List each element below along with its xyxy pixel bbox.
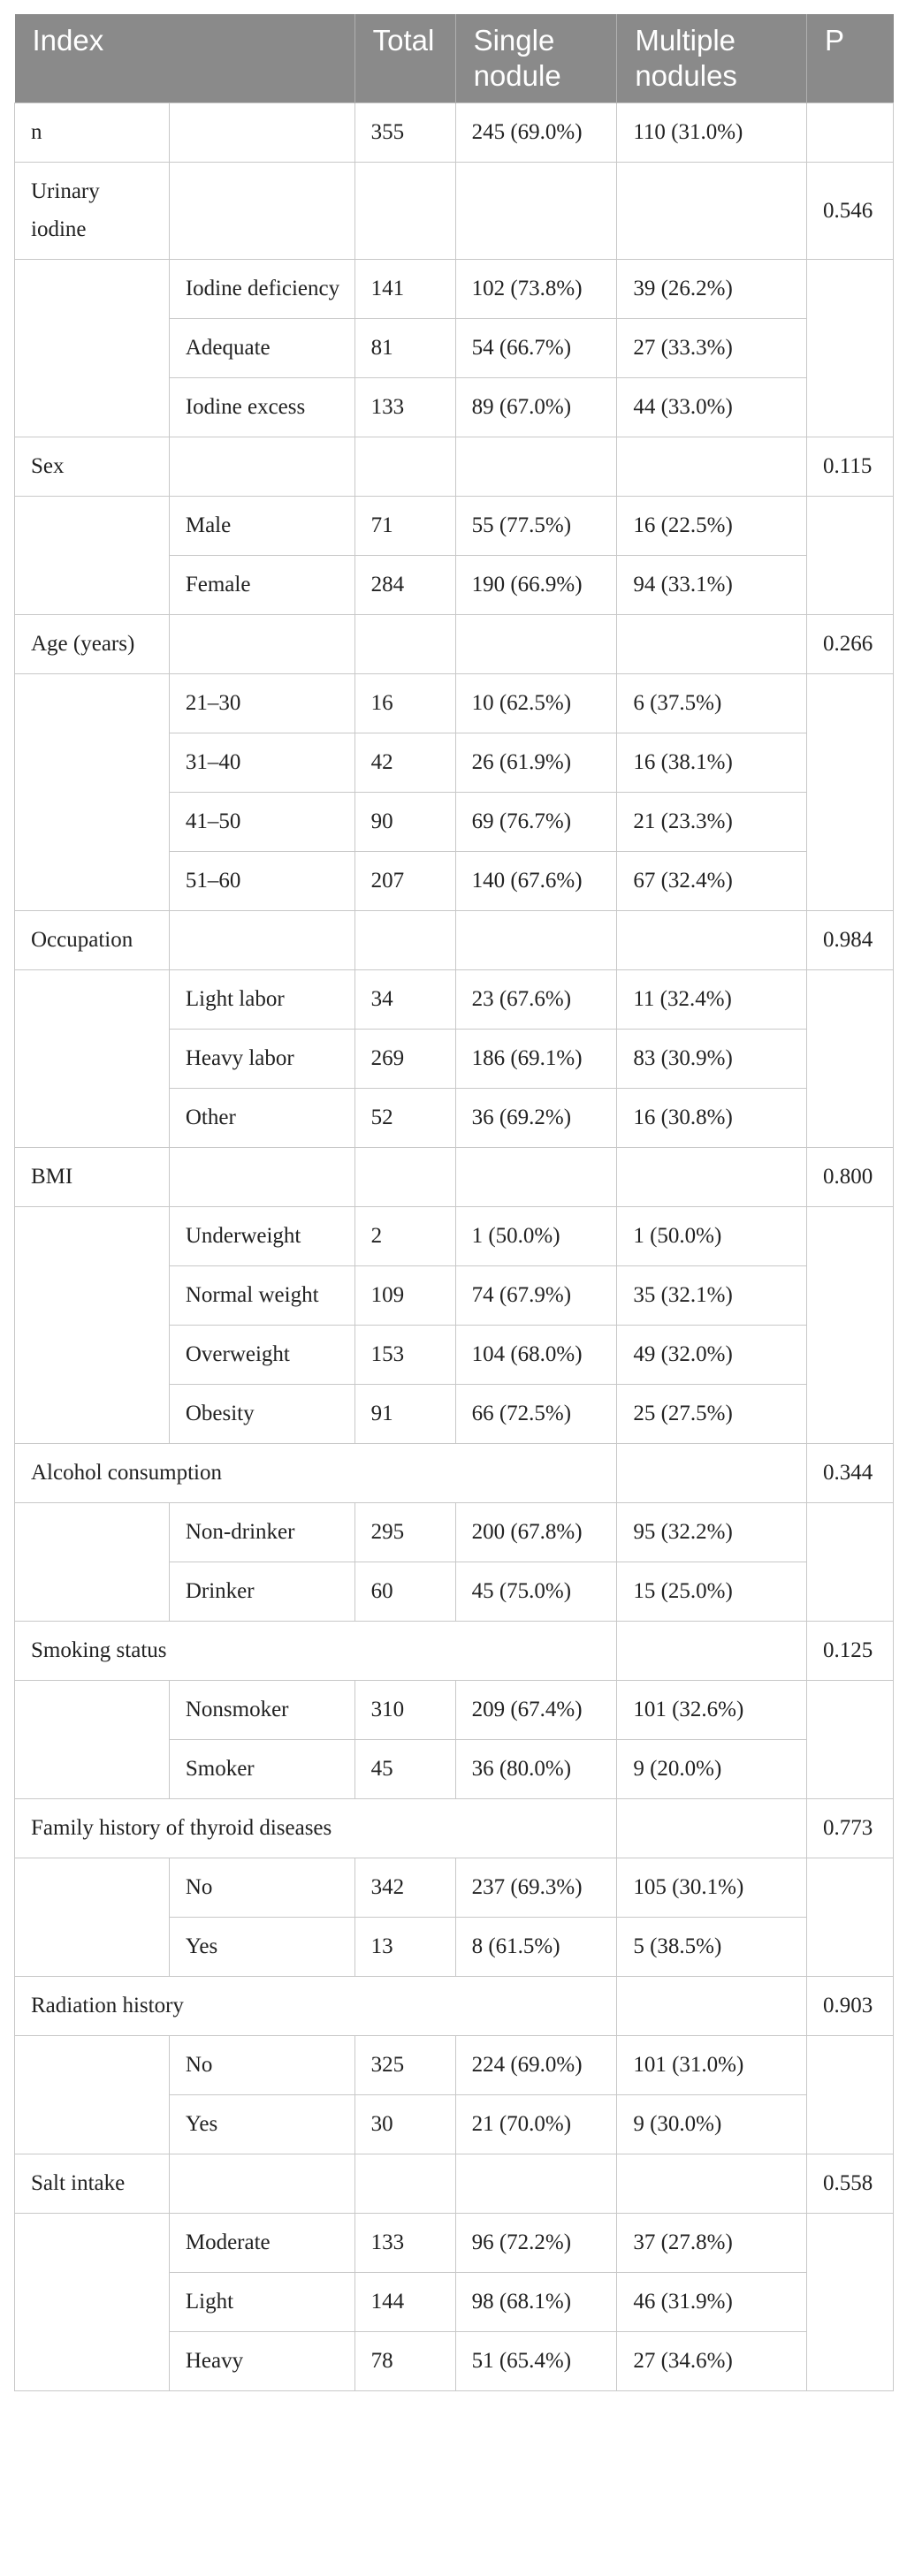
table-row-n [15, 103, 894, 163]
row-single: 140 (67.6%) [455, 852, 617, 911]
nodule-characteristics-table [14, 14, 894, 2391]
row-single: 45 (75.0%) [455, 1562, 617, 1622]
row-multiple: 67 (32.4%) [617, 852, 807, 911]
row-label: Female [169, 556, 354, 615]
section-p-value: 0.115 [807, 437, 894, 497]
section-empty-single [455, 1444, 617, 1503]
row-single: 51 (65.4%) [455, 2332, 617, 2391]
group-indent-cell [15, 260, 170, 437]
row-label: Adequate [169, 319, 354, 378]
row-label: Drinker [169, 1562, 354, 1622]
group-p-empty-cell [807, 2214, 894, 2391]
section-row [15, 1799, 894, 1858]
row-multiple: 16 (38.1%) [617, 733, 807, 793]
section-row [15, 1977, 894, 2036]
row-single: 36 (69.2%) [455, 1089, 617, 1148]
row-label: 41–50 [169, 793, 354, 852]
row-label: Yes [169, 1918, 354, 1977]
row-total: 133 [354, 2214, 455, 2273]
section-empty-cell [617, 1148, 807, 1207]
row-label: Light [169, 2273, 354, 2332]
group-p-empty-cell [807, 1207, 894, 1444]
row-multiple: 35 (32.1%) [617, 1266, 807, 1326]
row-multiple: 46 (31.9%) [617, 2273, 807, 2332]
row-total: 109 [354, 1266, 455, 1326]
row-multiple: 5 (38.5%) [617, 1918, 807, 1977]
row-multiple: 27 (34.6%) [617, 2332, 807, 2391]
section-p-value: 0.558 [807, 2154, 894, 2214]
section-row [15, 163, 894, 260]
section-empty-multiple [617, 1799, 807, 1858]
row-multiple: 11 (32.4%) [617, 970, 807, 1030]
row-total: 16 [354, 674, 455, 733]
header-multiple-nodules: Multiple nodules [617, 14, 807, 103]
section-empty-cell [169, 437, 354, 497]
row-total: 133 [354, 378, 455, 437]
row-total: 141 [354, 260, 455, 319]
group-indent-cell [15, 497, 170, 615]
section-empty-cell [354, 437, 455, 497]
section-p-value: 0.266 [807, 615, 894, 674]
row-total: 153 [354, 1326, 455, 1385]
group-indent-cell [15, 1681, 170, 1799]
row-single: 74 (67.9%) [455, 1266, 617, 1326]
section-label: Smoking status [15, 1622, 456, 1681]
section-p-value: 0.903 [807, 1977, 894, 2036]
section-empty-multiple [617, 1622, 807, 1681]
row-total: 52 [354, 1089, 455, 1148]
section-p-value: 0.546 [807, 163, 894, 260]
row-label: Underweight [169, 1207, 354, 1266]
row-total: 295 [354, 1503, 455, 1562]
table-body [15, 103, 894, 2391]
row-single: 190 (66.9%) [455, 556, 617, 615]
row-single: 10 (62.5%) [455, 674, 617, 733]
row-multiple: 21 (23.3%) [617, 793, 807, 852]
row-label: Light labor [169, 970, 354, 1030]
row-total: 325 [354, 2036, 455, 2095]
row-label: 31–40 [169, 733, 354, 793]
row-total: 81 [354, 319, 455, 378]
section-empty-multiple [617, 1977, 807, 2036]
row-multiple: 101 (31.0%) [617, 2036, 807, 2095]
row-single: 21 (70.0%) [455, 2095, 617, 2154]
group-p-empty-cell [807, 497, 894, 615]
section-row [15, 1622, 894, 1681]
section-row [15, 615, 894, 674]
header-single-nodule: Single nodule [455, 14, 617, 103]
section-row [15, 2154, 894, 2214]
section-p-value: 0.344 [807, 1444, 894, 1503]
section-empty-cell [169, 615, 354, 674]
row-label: Iodine deficiency [169, 260, 354, 319]
row-multiple: 6 (37.5%) [617, 674, 807, 733]
row-label: Heavy [169, 2332, 354, 2391]
group-p-empty-cell [807, 260, 894, 437]
group-p-empty-cell [807, 674, 894, 911]
table-row [15, 260, 894, 319]
row-multiple: 49 (32.0%) [617, 1326, 807, 1385]
row-single: 66 (72.5%) [455, 1385, 617, 1444]
row-single: 55 (77.5%) [455, 497, 617, 556]
section-empty-cell [617, 2154, 807, 2214]
section-empty-cell [169, 163, 354, 260]
section-empty-cell [169, 2154, 354, 2214]
header-p: P [807, 14, 894, 103]
section-empty-cell [455, 615, 617, 674]
header-total: Total [354, 14, 455, 103]
row-label: No [169, 2036, 354, 2095]
row-multiple: 101 (32.6%) [617, 1681, 807, 1740]
section-label: Alcohol consumption [15, 1444, 456, 1503]
row-single: 102 (73.8%) [455, 260, 617, 319]
row-total: 269 [354, 1030, 455, 1089]
section-label: Urinary iodine [15, 163, 170, 260]
section-empty-cell [354, 615, 455, 674]
row-total: 310 [354, 1681, 455, 1740]
row-label: Iodine excess [169, 378, 354, 437]
row-single: 1 (50.0%) [455, 1207, 617, 1266]
row-total: 42 [354, 733, 455, 793]
section-label: Age (years) [15, 615, 170, 674]
row-multiple: 27 (33.3%) [617, 319, 807, 378]
row-multiple: 95 (32.2%) [617, 1503, 807, 1562]
row-single: 23 (67.6%) [455, 970, 617, 1030]
section-p-value: 0.125 [807, 1622, 894, 1681]
row-multiple: 94 (33.1%) [617, 556, 807, 615]
section-row [15, 437, 894, 497]
row-multiple: 25 (27.5%) [617, 1385, 807, 1444]
group-p-empty-cell [807, 1503, 894, 1622]
section-empty-cell [455, 911, 617, 970]
group-p-empty-cell [807, 1858, 894, 1977]
row-single: 54 (66.7%) [455, 319, 617, 378]
row-single: 69 (76.7%) [455, 793, 617, 852]
section-empty-cell [354, 1148, 455, 1207]
row-total: 284 [354, 556, 455, 615]
group-p-empty-cell [807, 1681, 894, 1799]
row-multiple: 9 (20.0%) [617, 1740, 807, 1799]
row-total: 342 [354, 1858, 455, 1918]
row-total: 2 [354, 1207, 455, 1266]
section-empty-cell [169, 911, 354, 970]
row-label: No [169, 1858, 354, 1918]
table-row [15, 2214, 894, 2273]
row-multiple: 105 (30.1%) [617, 1858, 807, 1918]
section-row [15, 1148, 894, 1207]
row-label: Other [169, 1089, 354, 1148]
section-empty-cell [455, 163, 617, 260]
row-single: 237 (69.3%) [455, 1858, 617, 1918]
n-total: 355 [354, 103, 455, 163]
row-single: 89 (67.0%) [455, 378, 617, 437]
section-empty-cell [354, 911, 455, 970]
table-row [15, 1858, 894, 1918]
table-row [15, 674, 894, 733]
group-indent-cell [15, 970, 170, 1148]
section-label: Occupation [15, 911, 170, 970]
row-total: 91 [354, 1385, 455, 1444]
row-single: 96 (72.2%) [455, 2214, 617, 2273]
row-label: Overweight [169, 1326, 354, 1385]
section-empty-multiple [617, 1444, 807, 1503]
row-total: 45 [354, 1740, 455, 1799]
section-row [15, 911, 894, 970]
row-label: Normal weight [169, 1266, 354, 1326]
row-total: 207 [354, 852, 455, 911]
section-empty-single [455, 1977, 617, 2036]
row-multiple: 9 (30.0%) [617, 2095, 807, 2154]
section-empty-cell [455, 1148, 617, 1207]
section-p-value: 0.773 [807, 1799, 894, 1858]
n-empty [169, 103, 354, 163]
group-indent-cell [15, 1858, 170, 1977]
row-total: 34 [354, 970, 455, 1030]
row-multiple: 39 (26.2%) [617, 260, 807, 319]
row-label: Heavy labor [169, 1030, 354, 1089]
row-single: 186 (69.1%) [455, 1030, 617, 1089]
row-total: 90 [354, 793, 455, 852]
row-total: 71 [354, 497, 455, 556]
section-p-value: 0.984 [807, 911, 894, 970]
section-label: BMI [15, 1148, 170, 1207]
row-label: Non-drinker [169, 1503, 354, 1562]
row-total: 13 [354, 1918, 455, 1977]
section-empty-cell [617, 615, 807, 674]
section-empty-cell [354, 163, 455, 260]
section-empty-cell [617, 163, 807, 260]
section-empty-cell [455, 2154, 617, 2214]
table-row [15, 2036, 894, 2095]
row-single: 8 (61.5%) [455, 1918, 617, 1977]
group-indent-cell [15, 2036, 170, 2154]
group-p-empty-cell [807, 2036, 894, 2154]
table-row [15, 1503, 894, 1562]
row-multiple: 16 (30.8%) [617, 1089, 807, 1148]
row-single: 200 (67.8%) [455, 1503, 617, 1562]
section-empty-cell [354, 2154, 455, 2214]
row-total: 78 [354, 2332, 455, 2391]
row-label: 21–30 [169, 674, 354, 733]
table-row [15, 970, 894, 1030]
row-total: 60 [354, 1562, 455, 1622]
row-label: Male [169, 497, 354, 556]
group-indent-cell [15, 2214, 170, 2391]
group-indent-cell [15, 674, 170, 911]
section-p-value: 0.800 [807, 1148, 894, 1207]
row-multiple: 83 (30.9%) [617, 1030, 807, 1089]
section-empty-cell [455, 437, 617, 497]
n-single: 245 (69.0%) [455, 103, 617, 163]
section-empty-cell [169, 1148, 354, 1207]
row-single: 98 (68.1%) [455, 2273, 617, 2332]
section-row [15, 1444, 894, 1503]
n-multiple: 110 (31.0%) [617, 103, 807, 163]
section-empty-cell [617, 911, 807, 970]
row-multiple: 15 (25.0%) [617, 1562, 807, 1622]
section-empty-single [455, 1799, 617, 1858]
row-multiple: 44 (33.0%) [617, 378, 807, 437]
section-label: Sex [15, 437, 170, 497]
header-index: Index [32, 24, 104, 57]
section-label: Salt intake [15, 2154, 170, 2214]
row-single: 36 (80.0%) [455, 1740, 617, 1799]
row-label: Obesity [169, 1385, 354, 1444]
row-label: 51–60 [169, 852, 354, 911]
row-label: Nonsmoker [169, 1681, 354, 1740]
row-total: 30 [354, 2095, 455, 2154]
n-p [807, 103, 894, 163]
section-empty-cell [617, 437, 807, 497]
row-multiple: 37 (27.8%) [617, 2214, 807, 2273]
row-single: 209 (67.4%) [455, 1681, 617, 1740]
table-row [15, 1207, 894, 1266]
row-multiple: 16 (22.5%) [617, 497, 807, 556]
row-total: 144 [354, 2273, 455, 2332]
row-label: Moderate [169, 2214, 354, 2273]
table-header-row [15, 14, 894, 103]
table-row [15, 497, 894, 556]
n-label: n [15, 103, 170, 163]
section-empty-single [455, 1622, 617, 1681]
row-single: 104 (68.0%) [455, 1326, 617, 1385]
group-p-empty-cell [807, 970, 894, 1148]
row-label: Yes [169, 2095, 354, 2154]
group-indent-cell [15, 1503, 170, 1622]
row-label: Smoker [169, 1740, 354, 1799]
table-row [15, 1681, 894, 1740]
group-indent-cell [15, 1207, 170, 1444]
section-label: Radiation history [15, 1977, 456, 2036]
row-single: 26 (61.9%) [455, 733, 617, 793]
row-single: 224 (69.0%) [455, 2036, 617, 2095]
section-label: Family history of thyroid diseases [15, 1799, 456, 1858]
row-multiple: 1 (50.0%) [617, 1207, 807, 1266]
